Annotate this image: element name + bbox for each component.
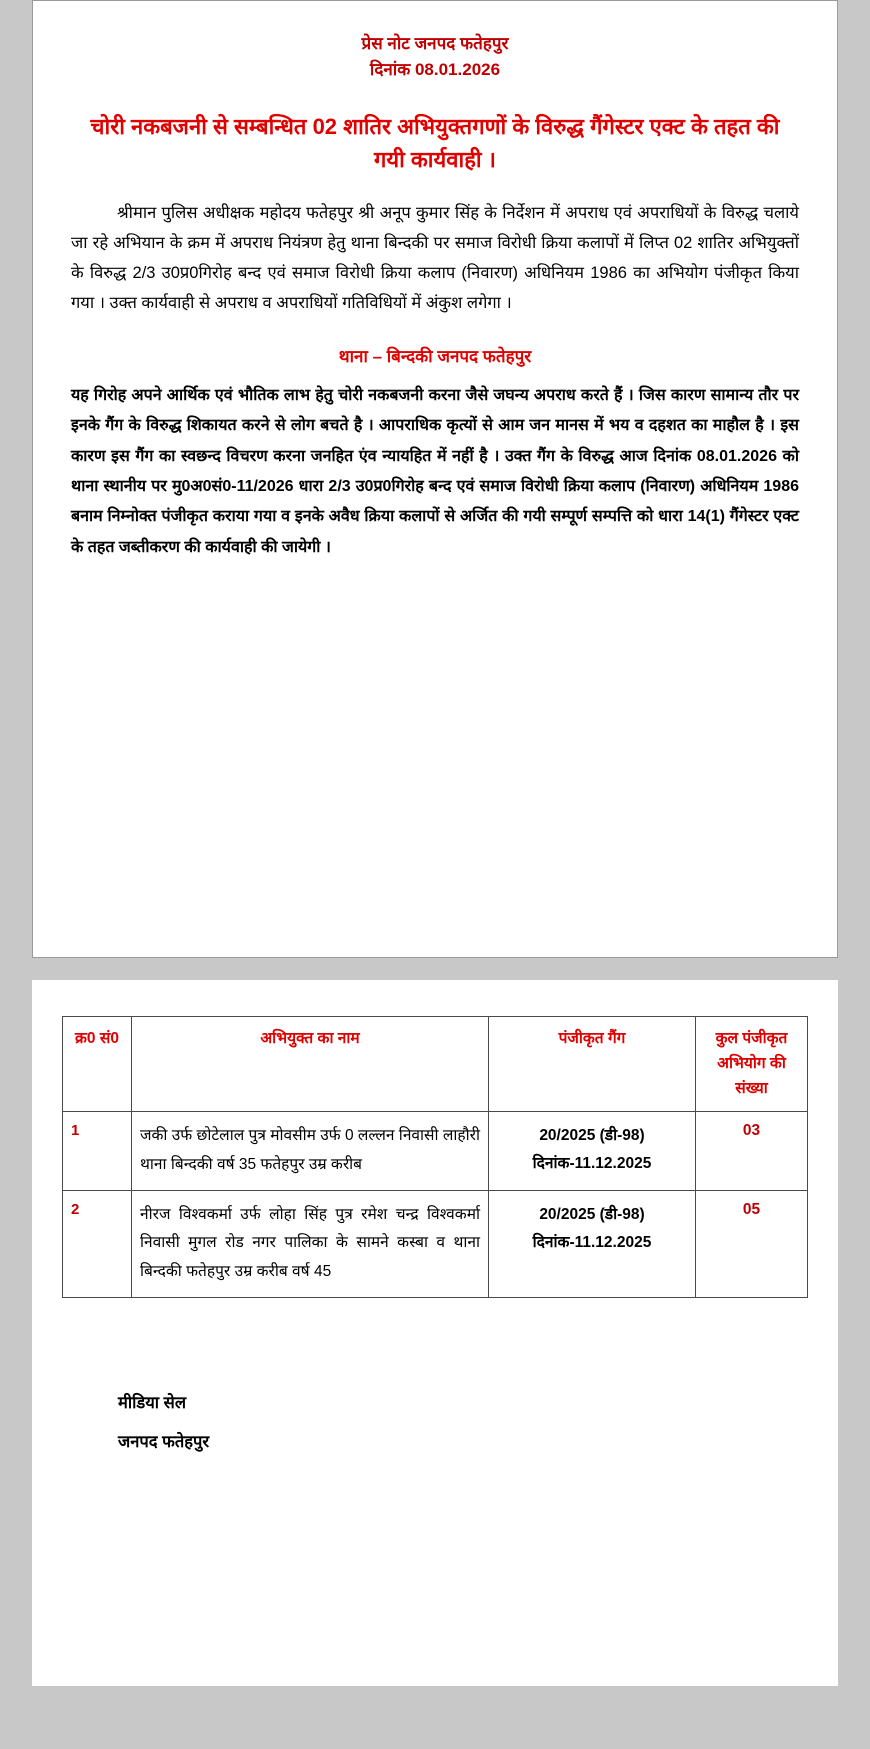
table-header-row [63,1017,808,1112]
cell-gang-date: दिनांक-11.12.2025 [532,1155,652,1173]
header-line-2: दिनांक 08.01.2026 [369,60,501,80]
footer-media-cell: मीडिया सेल [118,1393,187,1412]
cell-name: जकी उर्फ छोटेलाल पुत्र मोवसीम उर्फ 0 लल्लन निवासी लाहौरी थाना बिन्दकी वर्ष 35 फतेहपुर उम्र करीब [132,1112,489,1190]
section-subheading: थाना – बिन्दकी जनपद फतेहपुर [338,346,532,366]
accused-table [62,1016,808,1298]
cell-count: 03 [696,1112,808,1190]
paragraph-details: यह गिरोह अपने आर्थिक एवं भौतिक लाभ हेतु चोरी नकबजनी करना जैसे जघन्य अपराध करते हैं । जिस कारण सामान्य तौर पर इनके गैंग के विरुद्ध शिकायत करने से लोग बचते है । आपराधिक कृत्यों से आम जन मानस में भय व दहशत का माहौल है । इस कारण इस गैंग का स्वछन्द विचरण करना जनहित एंव न्यायहित में नहीं है । उक्त गैंग के विरुद्ध आज दिनांक 08.01.2026 को थाना स्थानीय पर मु0अ0सं0-11/2026 धारा 2/3 उ0प्र0गिरोह बन्द एवं समाज विरोधी क्रिया कलाप (निवारण) अधिनियम 1986 बनाम निम्नोक्त पंजीकृत कराया गया व इनके अवैध क्रिया कलापों से अर्जित की गयी सम्पूर्ण सम्पत्ति को धारा 14(1) गैंगेस्टर एक्ट के तहत जब्तीकरण की कार्यवाही की जायेगी । [71,386,799,556]
document-header [71,31,799,84]
footer-district: जनपद फतेहपुर [118,1433,210,1452]
table-row [63,1112,808,1190]
accused-table-sheet [32,980,838,1686]
press-note-sheet [32,0,838,958]
cell-sno: 2 [63,1190,132,1297]
document-title: चोरी नकबजनी से सम्बन्धित 02 शातिर अभियुक्तगणों के विरुद्ध गैंगेस्टर एक्ट के तहत की गयी कार्यवाही । [90,113,780,172]
table-header-count: कुल पंजीकृत अभियोग की संख्या [696,1017,808,1112]
cell-count: 05 [696,1190,808,1297]
paragraph-intro: श्रीमान पुलिस अधीक्षक महोदय फतेहपुर श्री अनूप कुमार सिंह के निर्देशन में अपराध एवं अपराधियों के विरुद्ध चलाये जा रहे अभियान के क्रम में अपराध नियंत्रण हेतु थाना बिन्दकी पर समाज विरोधी क्रिया कलापों में लिप्त 02 शातिर अभियुक्तों के विरुद्ध 2/3 उ0प्र0गिरोह बन्द एवं समाज विरोधी क्रिया कलाप (निवारण) अधिनियम 1986 का अभियोग पंजीकृत किया गया । उक्त कार्यवाही से अपराध व अपराधियों गतिविधियों में अंकुश लगेगा । [71,203,799,312]
table-header-name: अभियुक्त का नाम [132,1017,489,1112]
cell-gang [489,1112,696,1190]
cell-gang-number: 20/2025 (डी-98) [539,1205,645,1223]
table-header-gang: पंजीकृत गैंग [489,1017,696,1112]
cell-gang-number: 20/2025 (डी-98) [539,1127,645,1145]
cell-sno: 1 [63,1112,132,1190]
cell-name: नीरज विश्वकर्मा उर्फ लोहा सिंह पुत्र रमेश चन्द्र विश्वकर्मा निवासी मुगल रोड नगर पालिका के सामने कस्बा व थाना बिन्दकी फतेहपुर उम्र करीब वर्ष 45 [132,1190,489,1297]
sheet-divider [0,958,870,980]
cell-gang-date: दिनांक-11.12.2025 [532,1233,652,1251]
cell-gang [489,1190,696,1297]
header-line-1: प्रेस नोट जनपद फतेहपुर [361,34,509,53]
table-header-sno: क्र0 सं0 [63,1017,132,1112]
document-footer [62,1384,808,1463]
table-row [63,1190,808,1297]
